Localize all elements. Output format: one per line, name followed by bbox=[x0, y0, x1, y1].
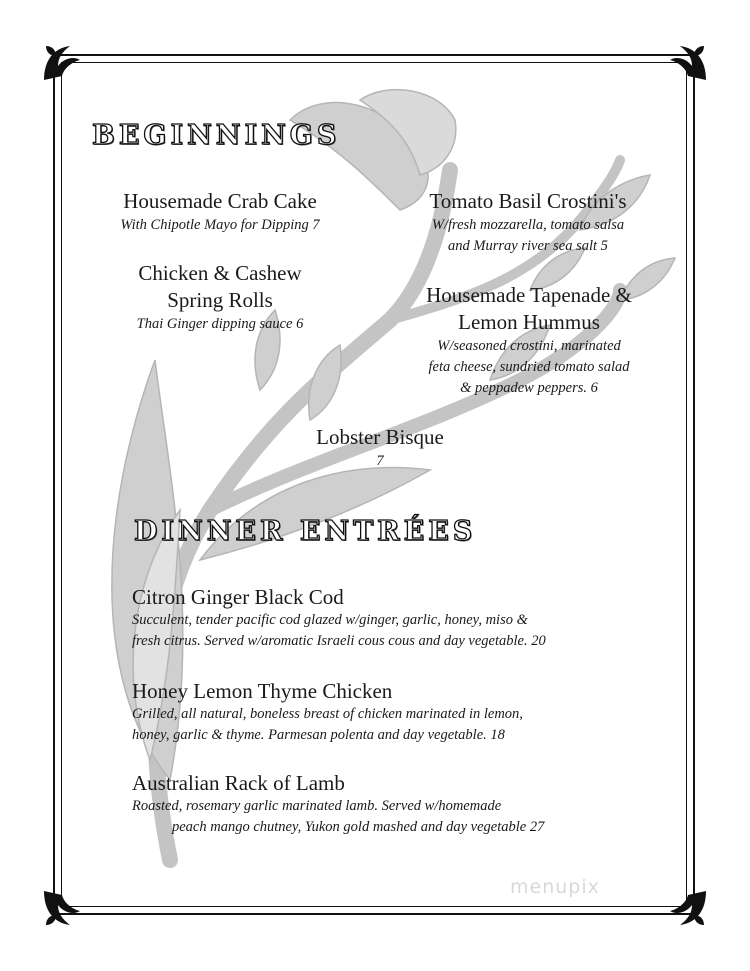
item-description: Succulent, tender pacific cod glazed w/ginger, garlic, honey, miso & bbox=[132, 612, 528, 628]
menu-item-crostini bbox=[388, 188, 668, 257]
item-name: Housemade Tapenade & bbox=[426, 283, 632, 307]
item-name: Australian Rack of Lamb bbox=[132, 771, 345, 795]
menu-item-spring-rolls bbox=[90, 260, 350, 335]
item-description: Grilled, all natural, boneless breast of chicken marinated in lemon, bbox=[132, 706, 523, 722]
item-name: Tomato Basil Crostini's bbox=[429, 189, 627, 213]
item-description: Roasted, rosemary garlic marinated lamb. Served w/homemade bbox=[132, 798, 502, 814]
watermark-logo: menupix bbox=[510, 876, 600, 898]
menu-item-lobster-bisque bbox=[260, 424, 500, 472]
item-description: W/fresh mozzarella, tomato salsa bbox=[431, 217, 625, 233]
menu-item-crab-cake bbox=[85, 188, 355, 236]
corner-flourish-icon bbox=[40, 887, 84, 931]
item-name: Spring Rolls bbox=[167, 288, 273, 312]
section-heading-dinner-entrees: DINNER ENTRÉES bbox=[134, 516, 477, 547]
item-name: Citron Ginger Black Cod bbox=[132, 585, 344, 609]
section-heading-beginnings: BEGINNINGS bbox=[92, 120, 341, 151]
menu-item-tapenade bbox=[390, 282, 668, 399]
item-description: feta cheese, sundried tomato salad bbox=[428, 359, 630, 375]
item-description: Thai Ginger dipping sauce 6 bbox=[136, 316, 304, 332]
item-description: fresh citrus. Served w/aromatic Israeli cous cous and day vegetable. 20 bbox=[132, 633, 546, 649]
item-name: Honey Lemon Thyme Chicken bbox=[132, 679, 393, 703]
item-name: Housemade Crab Cake bbox=[123, 189, 317, 213]
item-description: & peppadew peppers. 6 bbox=[460, 380, 598, 396]
menu-item-black-cod bbox=[132, 584, 672, 652]
item-description: honey, garlic & thyme. Parmesan polenta and day vegetable. 18 bbox=[132, 727, 505, 743]
menu-item-thyme-chicken bbox=[132, 678, 672, 746]
corner-flourish-icon bbox=[666, 887, 710, 931]
item-name: Lemon Hummus bbox=[458, 310, 600, 334]
item-description: and Murray river sea salt 5 bbox=[448, 238, 608, 254]
item-price: 7 bbox=[376, 453, 384, 469]
corner-flourish-icon bbox=[666, 40, 710, 84]
item-description: With Chipotle Mayo for Dipping 7 bbox=[120, 217, 320, 233]
item-description: W/seasoned crostini, marinated bbox=[437, 338, 621, 354]
item-name: Lobster Bisque bbox=[316, 425, 444, 449]
item-name: Chicken & Cashew bbox=[138, 261, 302, 285]
corner-flourish-icon bbox=[40, 40, 84, 84]
menu-item-rack-of-lamb bbox=[132, 770, 672, 838]
item-description: peach mango chutney, Yukon gold mashed and day vegetable 27 bbox=[172, 819, 545, 835]
